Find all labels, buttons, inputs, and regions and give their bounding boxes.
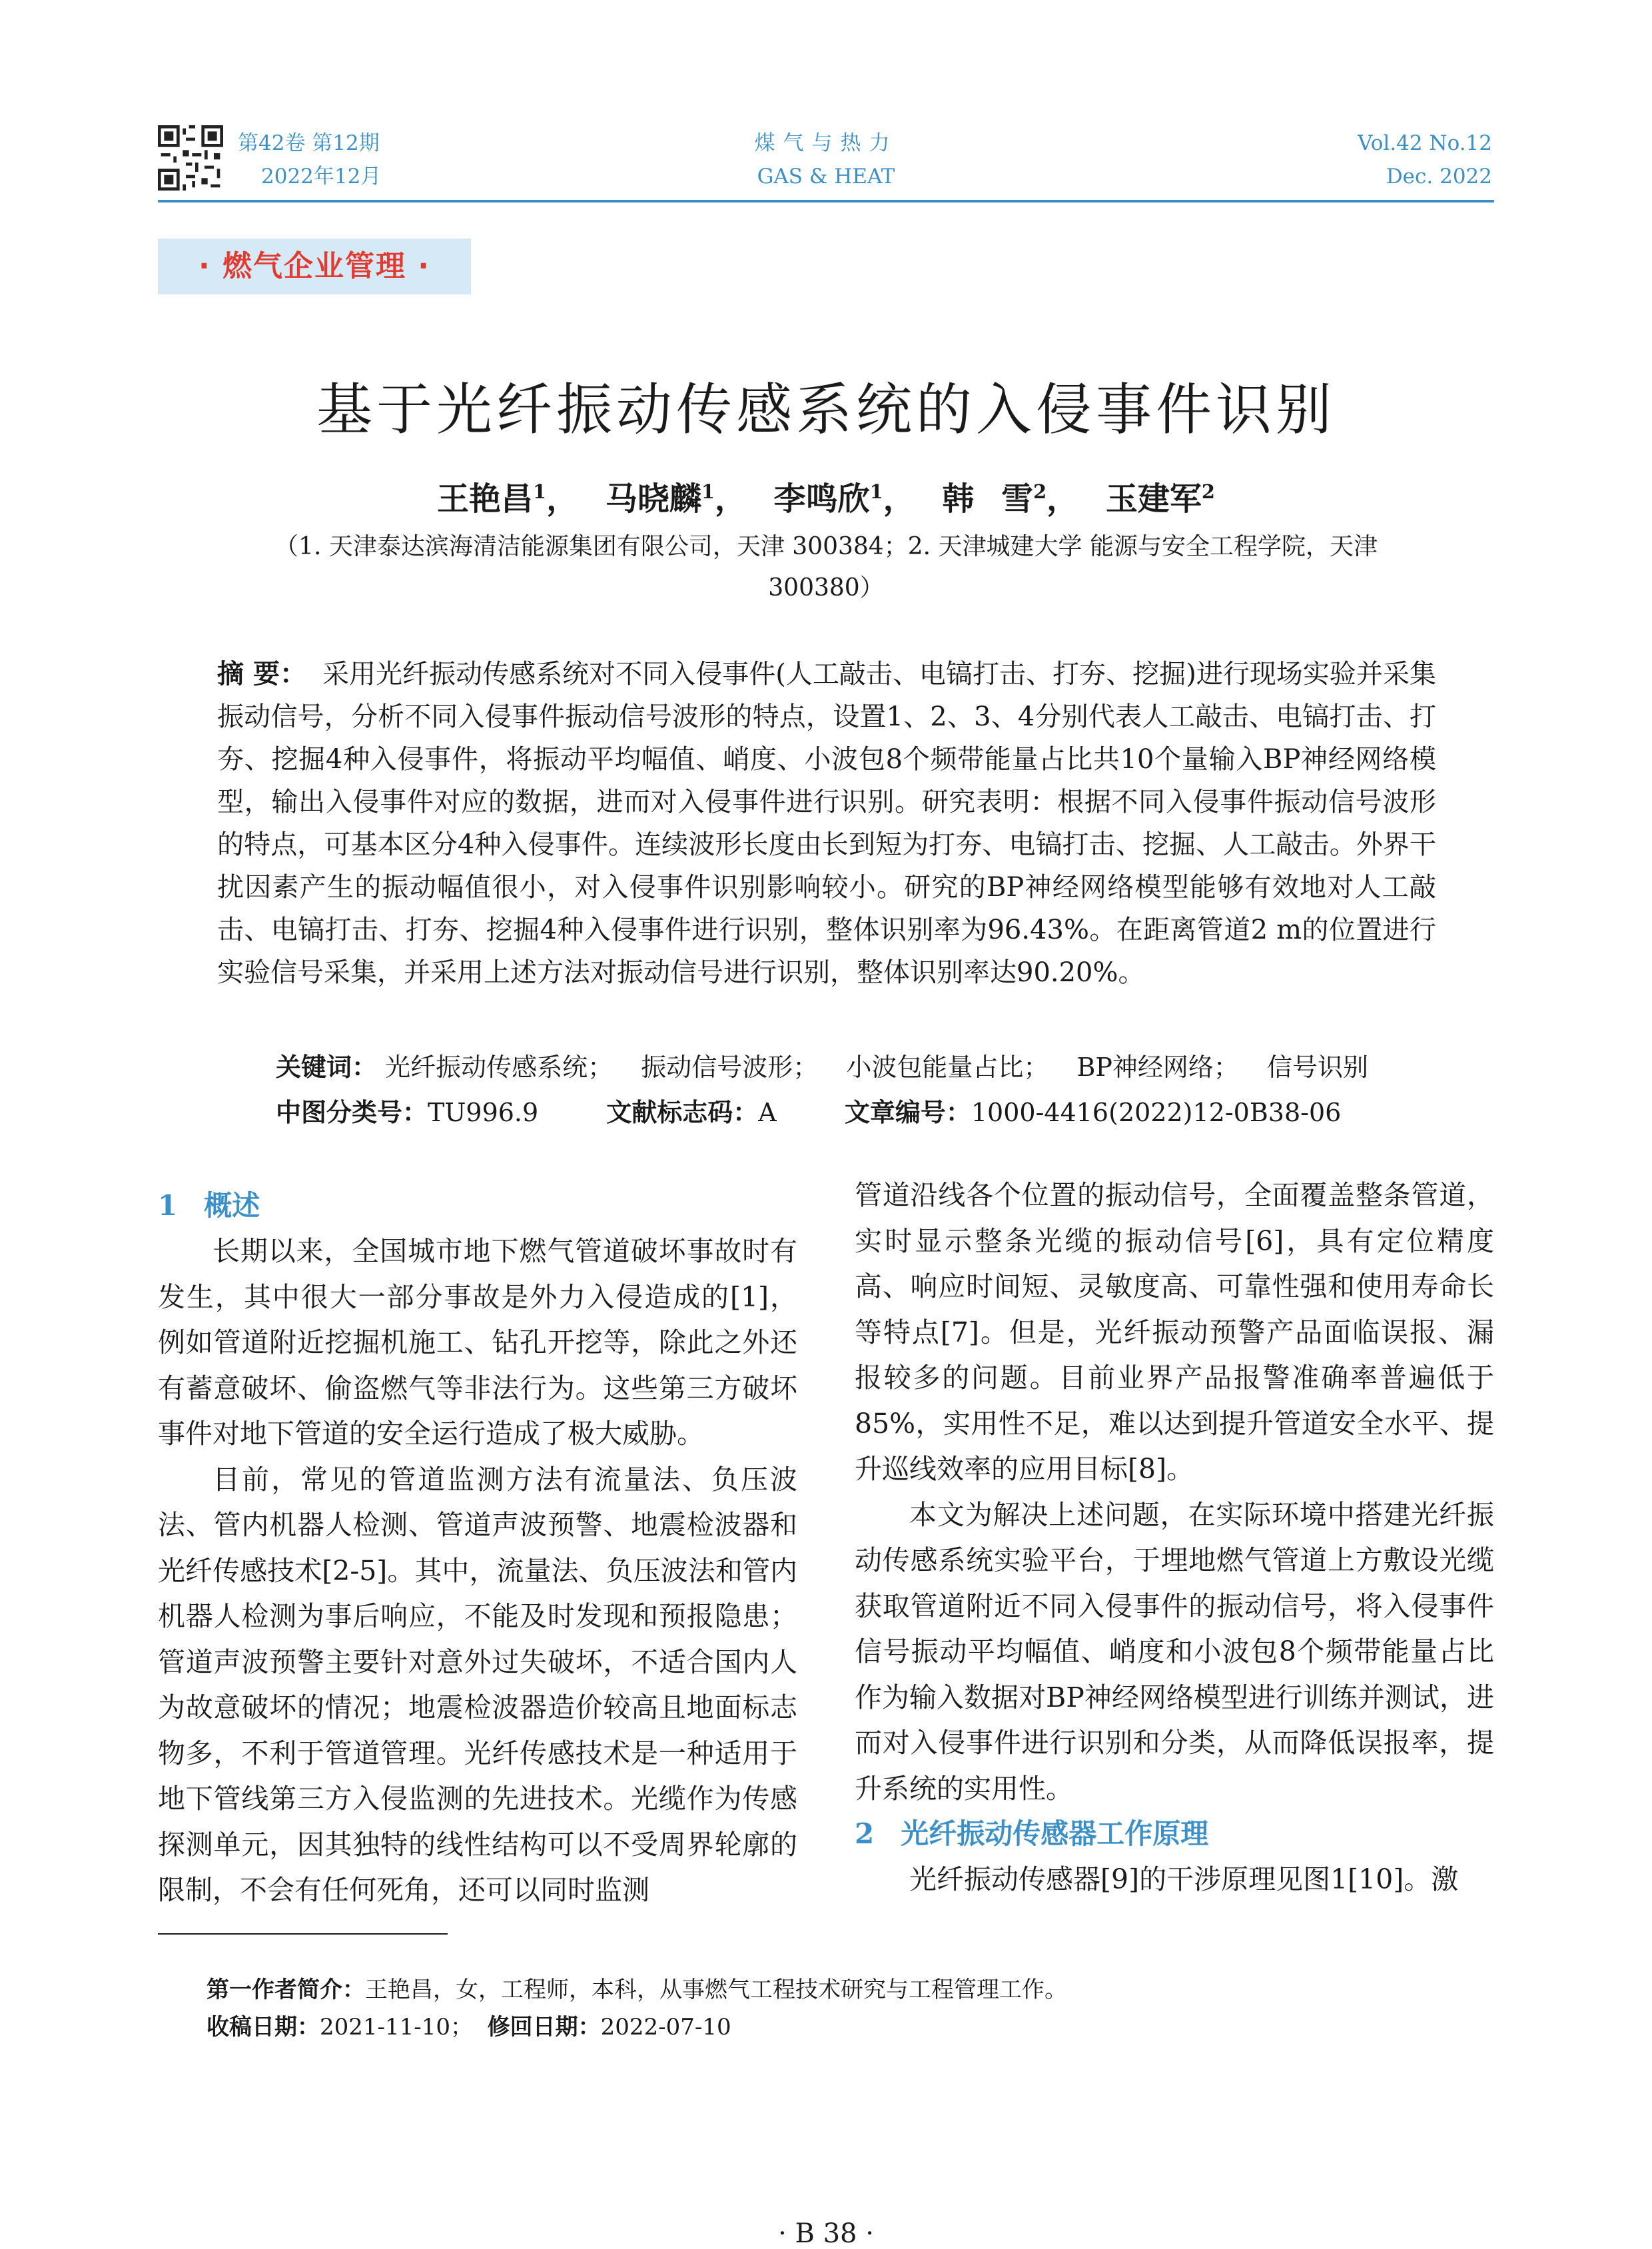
keyword: 振动信号波形； — [641, 1053, 819, 1082]
keyword: 信号识别 — [1267, 1053, 1369, 1082]
section-heading: 2 光纤振动传感器工作原理 — [855, 1817, 1209, 1850]
footnote-rule — [158, 1933, 448, 1935]
journal-name-cn: 煤气与热力 — [754, 131, 898, 155]
article-id: 1000-4416(2022)12-0B38-06 — [971, 1098, 1342, 1127]
abstract — [217, 653, 1436, 994]
date-en: Dec. 2022 — [1386, 165, 1492, 189]
section-tag: · 燃气企业管理 · — [158, 238, 471, 294]
qr-code — [158, 125, 223, 191]
volume-en: Vol.42 No.12 — [1358, 131, 1492, 155]
page-number: · B 38 · — [778, 2218, 874, 2249]
date-cn: 2022年12月 — [261, 165, 382, 189]
header-journal — [693, 127, 959, 193]
footnote-author: 第一作者简介：王艳昌，女，工程师，本科，从事燃气工程技术研究与工程管理工作。 — [206, 1977, 1067, 2003]
author: 王艳昌$^1$， — [437, 480, 579, 518]
affiliations: （1. 天津泰达滨海清洁能源集团有限公司，天津 300384；2. 天津城建大学 能源与安全工程学院，天津 300380） — [274, 533, 1378, 602]
abstract-label: 摘 要： — [217, 659, 306, 689]
author: 马晓麟$^1$， — [605, 480, 747, 518]
body-column-left — [158, 1183, 797, 1913]
footnote-dates: 收稿日期：2021-11-10； 修回日期：2022-07-10 — [206, 2014, 731, 2040]
doc-code: A — [758, 1098, 777, 1127]
classification-line — [276, 1091, 1475, 1134]
article-title: 基于光纤振动传感系统的入侵事件识别 — [316, 377, 1336, 442]
header-volume — [238, 127, 381, 193]
keyword: 光纤振动传感系统； — [385, 1053, 614, 1082]
keywords-label: 关键词： — [276, 1053, 378, 1082]
keyword: BP神经网络； — [1076, 1053, 1239, 1082]
paragraph: 目前，常见的管道监测方法有流量法、负压波法、管内机器人检测、管道声波预警、地震检波器和光纤传感技术[2-5]。其中，流量法、负压波法和管内机器人检测为事后响应，不能及时发现和预报隐患；管道声波预警主要针对意外过失破坏，不适合国内人为故意破坏的情况；地震检波器造价较高且地面标志物多，不利于管道管理。光纤传感技术是一种适用于地下管线第三方入侵监测的先进技术。光缆作为传感探测单元，因其独特的线性结构可以不受周界轮廓的限制，不会有任何死角，还可以同时监测 — [158, 1463, 797, 1906]
volume-cn: 第42卷 第12期 — [238, 131, 380, 155]
paragraph: 长期以来，全国城市地下燃气管道破坏事故时有发生，其中很大一部分事故是外力入侵造成的[1]，例如管道附近挖掘机施工、钻孔开挖等，除此之外还有蓄意破坏、偷盗燃气等非法行为。这些第三方破坏事件对地下管道的安全运行造成了极大威胁。 — [158, 1235, 797, 1450]
paragraph: 管道沿线各个位置的振动信号，全面覆盖整条管道，实时显示整条光缆的振动信号[6]，具有定位精度高、响应时间短、灵敏度高、可靠性强和使用寿命长等特点[7]。但是，光纤振动预警产品面临误报、漏报较多的问题。目前业界产品报警准确率普遍低于85%，实用性不足，难以达到提升管道安全水平、提升巡线效率的应用目标[8]。 — [855, 1179, 1494, 1485]
header-issue — [1358, 127, 1492, 193]
abstract-text: 采用光纤振动传感系统对不同入侵事件(人工敲击、电镐打击、打夯、挖掘)进行现场实验并采集振动信号，分析不同入侵事件振动信号波形的特点，设置1、2、3、4分别代表人工敲击、电镐打击、打夯、挖掘4种入侵事件，将振动平均幅值、峭度、小波包8个频带能量占比共10个量输入BP神经网络模型，输出入侵事件对应的数据，进而对入侵事件进行识别。研究表明：根据不同入侵事件振动信号波形的特点，可基本区分4种入侵事件。连续波形长度由长到短为打夯、电镐打击、挖掘、人工敲击。外界干扰因素产生的振动幅值很小，对入侵事件识别影响较小。研究的BP神经网络模型能够有效地对人工敲击、电镐打击、打夯、挖掘4种入侵事件进行识别，整体识别率为96.43%。在距离管道2 m的位置进行实验信号采集，并采用上述方法对振动信号进行识别，整体识别率达90.20%。 — [217, 659, 1436, 988]
clc-code: TU996.9 — [428, 1098, 539, 1127]
doc-code-label: 文献标志码： — [606, 1098, 759, 1127]
author: 韩 雪$^2$， — [942, 480, 1079, 518]
paragraph: 本文为解决上述问题，在实际环境中搭建光纤振动传感系统实验平台，于埋地燃气管道上方敷设光缆获取管道附近不同入侵事件的振动信号，将入侵事件信号振动平均幅值、峭度和小波包8个频带能量占比作为输入数据对BP神经网络模型进行训练并测试，进而对入侵事件进行识别和分类，从而降低误报率，提升系统的实用性。 — [855, 1498, 1494, 1805]
section-heading: 1 概述 — [158, 1189, 260, 1222]
article-id-label: 文章编号： — [844, 1098, 971, 1127]
keywords — [276, 1046, 1442, 1089]
author-list — [0, 473, 1652, 519]
keyword: 小波包能量占比； — [846, 1053, 1049, 1082]
body-column-right — [855, 1172, 1494, 1903]
header-rule — [158, 200, 1494, 203]
journal-name-en: GAS & HEAT — [757, 165, 895, 189]
author: 玉建军$^2$ — [1105, 480, 1215, 518]
clc-label: 中图分类号： — [276, 1098, 428, 1127]
paragraph: 光纤振动传感器[9]的干涉原理见图1[10]。激 — [909, 1863, 1459, 1895]
author: 李鸣欣$^1$， — [773, 480, 915, 518]
